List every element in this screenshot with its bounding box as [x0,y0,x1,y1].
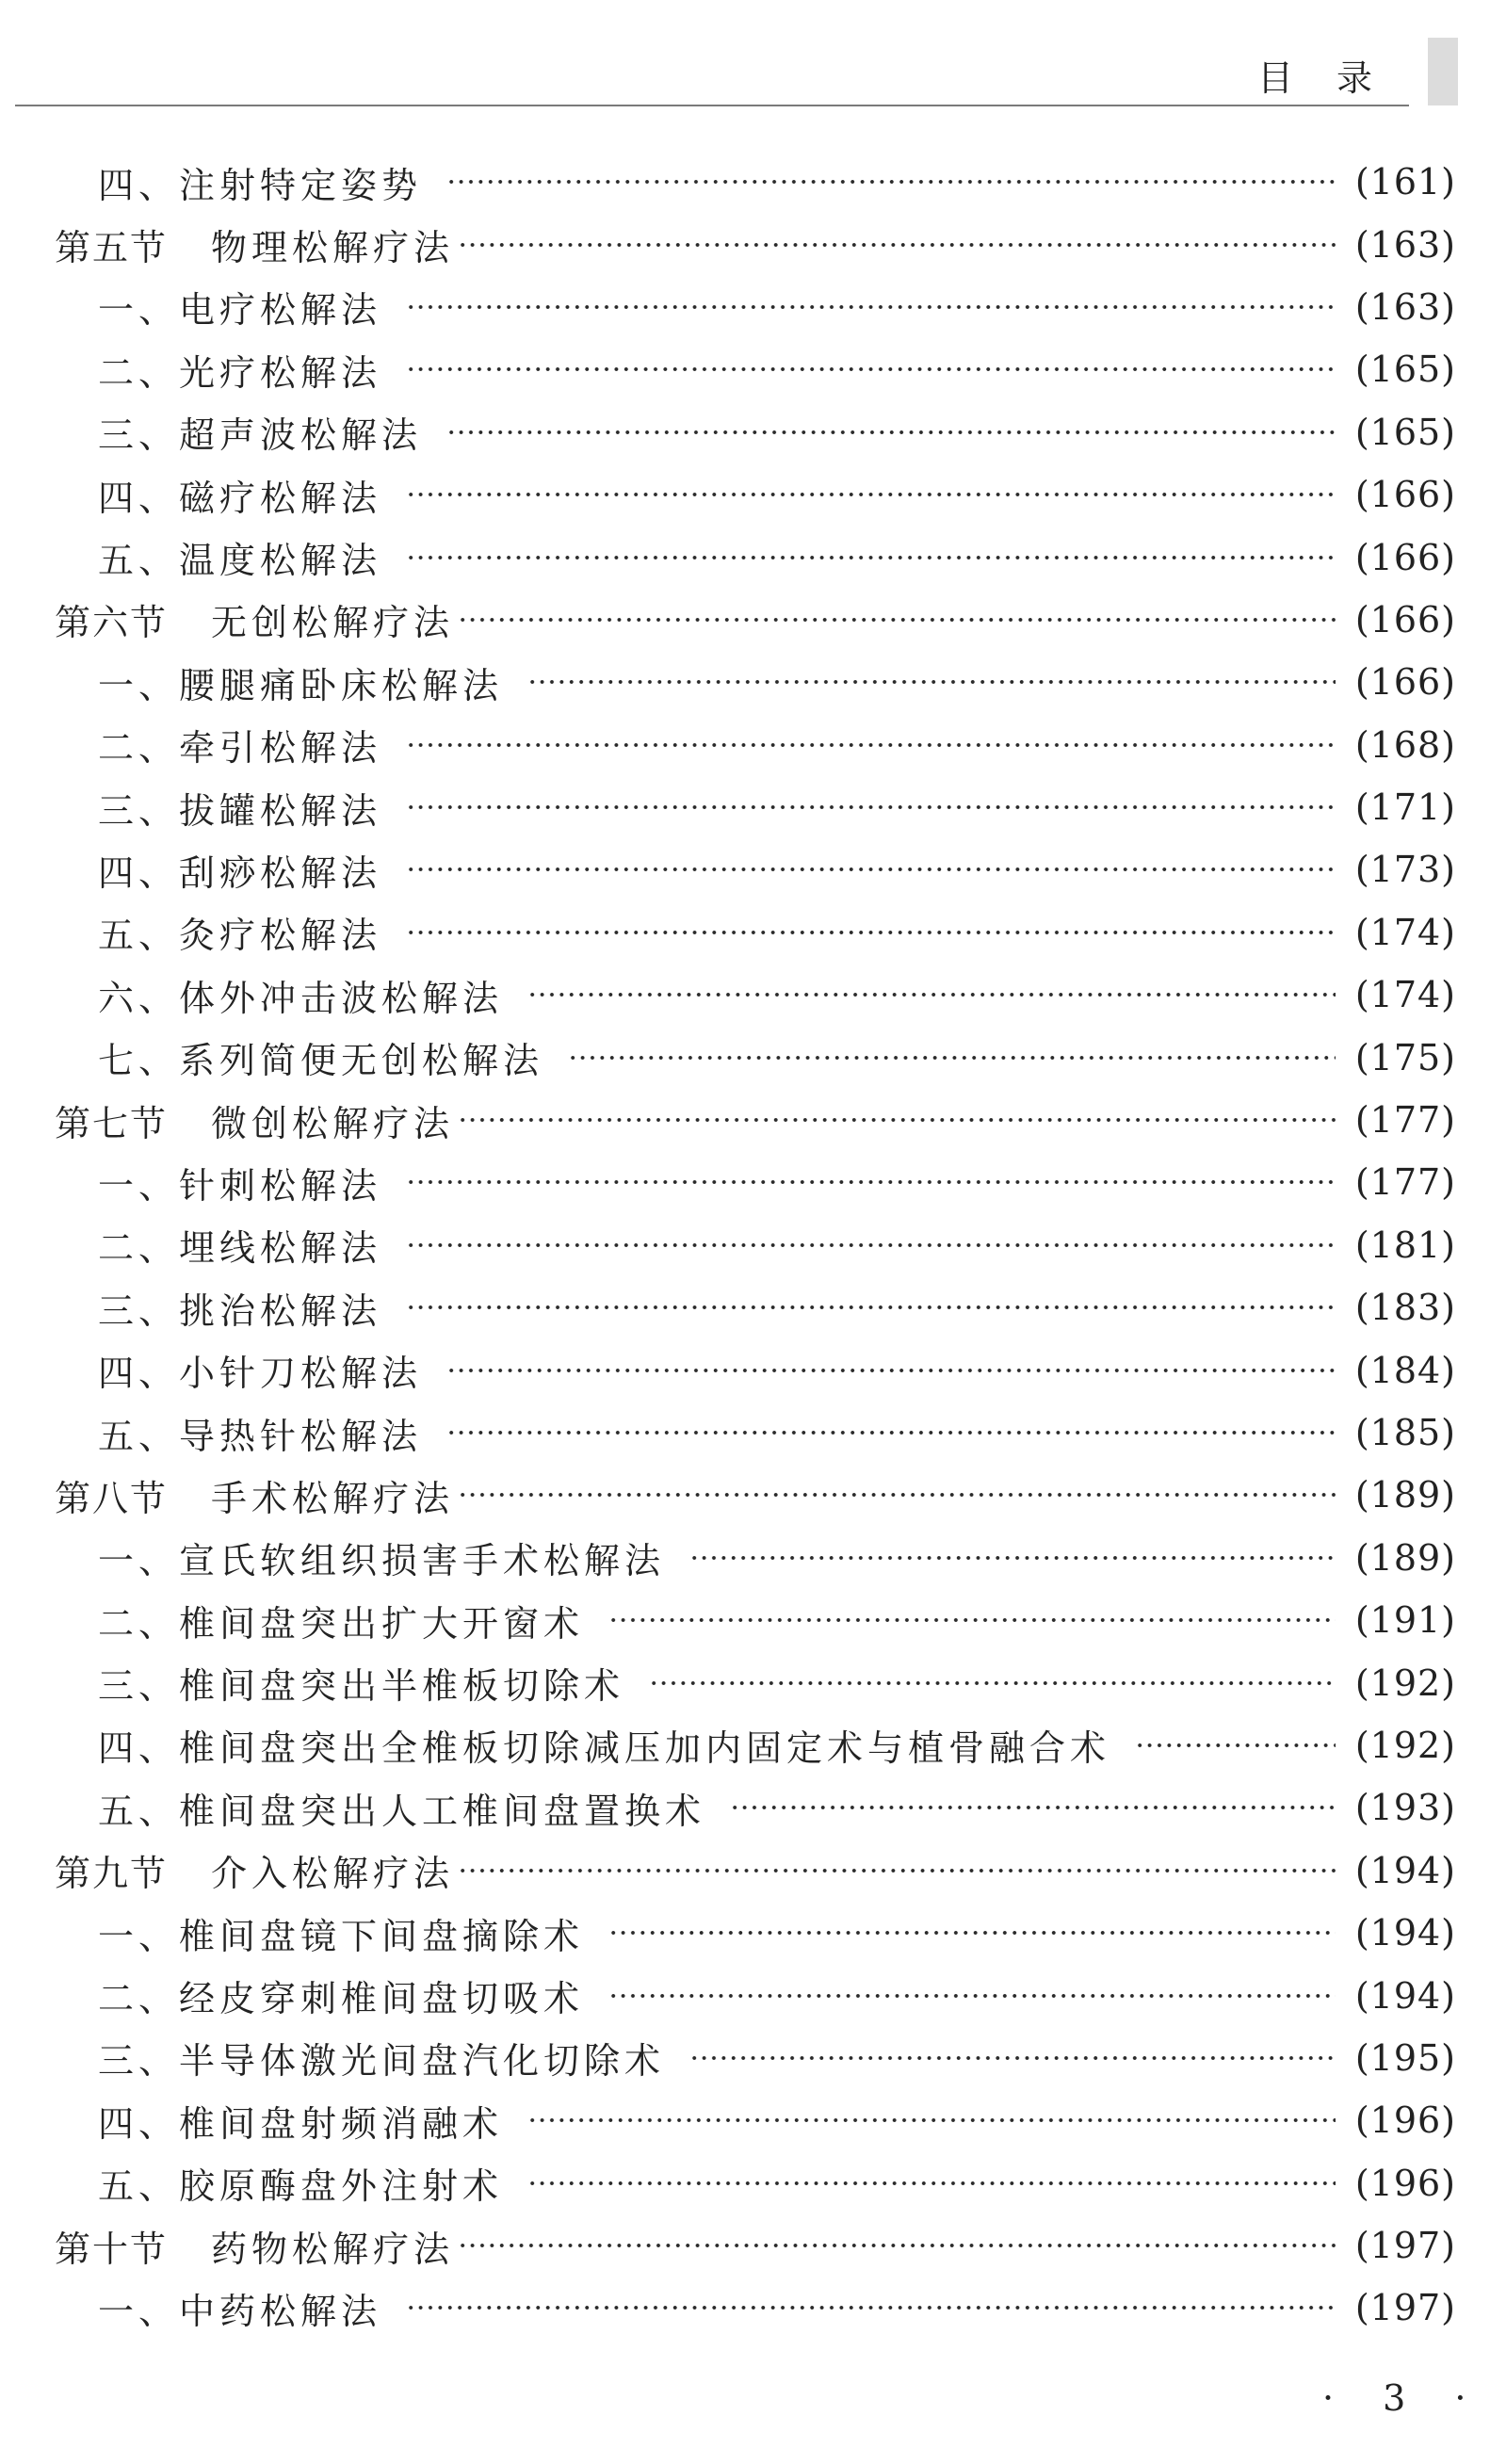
toc-entry-title: 一、电疗松解法 [98,289,382,332]
toc-entry [0,1276,1490,1338]
toc-page-number: (197) [1354,2287,1456,2329]
toc-entry-title: 三、半导体激光间盘汽化切除术 [98,2040,666,2083]
dot-leader [689,1556,1336,1560]
toc-entry [0,1714,1490,1776]
toc-page-number: (174) [1354,974,1456,1016]
dot-leader [527,2118,1336,2122]
toc-entry-title: 一、腰腿痛卧床松解法 [98,664,504,706]
toc-entry [0,1151,1490,1213]
toc-entry-title [55,1094,454,1146]
dot-leader [568,1056,1336,1060]
header-edge-tab [1428,38,1458,105]
toc-section-title: 药物松解疗法 [211,2228,455,2270]
toc-entry-title: 二、牵引松解法 [98,727,382,770]
toc-page-number: (175) [1354,1036,1456,1078]
toc-section-number: 第九节 [55,1853,169,1895]
toc-section-title: 介入松解疗法 [211,1853,455,1895]
toc-entry [0,338,1490,400]
toc-entry-title: 一、针刺松解法 [98,1164,382,1207]
toc-section-number: 第五节 [55,227,169,269]
toc-section-entry [0,1089,1490,1151]
toc-entry-title: 一、中药松解法 [98,2290,382,2332]
toc-page-number: (192) [1354,1662,1456,1704]
toc-entry [0,1964,1490,2026]
dot-leader [730,1806,1336,1809]
toc-entry [0,526,1490,588]
toc-page-number: (166) [1354,598,1456,640]
toc-entry-title: 五、灸疗松解法 [98,915,382,957]
dot-leader [458,1118,1336,1122]
toc-entry [0,2152,1490,2214]
toc-page-number: (191) [1354,1599,1456,1642]
dot-leader [406,367,1336,371]
dot-leader [527,993,1336,997]
toc-page-number: (192) [1354,1724,1456,1766]
dot-leader [446,430,1336,434]
toc-entry [0,2277,1490,2339]
dot-leader [406,805,1336,809]
toc-page-number: (177) [1354,1099,1456,1142]
toc-entry [0,1651,1490,1713]
dot-leader [608,1994,1336,1998]
toc-entry [0,1527,1490,1589]
toc-entry [0,1338,1490,1401]
toc-entry-title: 四、小针刀松解法 [98,1353,423,1395]
toc-entry [0,901,1490,964]
dot-leader [446,1369,1336,1372]
toc-page-number: (189) [1354,1536,1456,1579]
dot-leader [406,867,1336,871]
toc-entry-title [55,2220,454,2272]
toc-page-number: (173) [1354,849,1456,891]
toc-entry-title: 七、系列简便无创松解法 [98,1040,544,1082]
toc-page-number: (185) [1354,1412,1456,1453]
toc-entry-title [55,1469,454,1521]
toc-section-entry [0,213,1490,275]
toc-entry-title: 二、经皮穿刺椎间盘切吸术 [98,1978,585,2020]
toc-page-number: (194) [1354,1974,1456,2017]
toc-page-number: (181) [1354,1224,1456,1266]
dot-leader [406,743,1336,747]
dot-leader [689,2056,1336,2060]
toc-section-entry [0,1840,1490,1902]
toc-entry-title: 二、椎间盘突出扩大开窗术 [98,1602,585,1645]
toc-page-number: (171) [1354,786,1456,829]
toc-page-number: (163) [1354,223,1456,266]
toc-entry-title: 三、超声波松解法 [98,414,423,457]
toc-entry [0,776,1490,838]
toc-entry [0,401,1490,463]
toc-page-number: (165) [1354,349,1456,391]
toc-page-number: (166) [1354,661,1456,704]
dot-leader [527,680,1336,684]
toc-section-title: 物理松解疗法 [211,227,455,269]
toc-entry [0,1589,1490,1651]
dot-leader [406,556,1336,559]
toc-page-number: (166) [1354,474,1456,516]
toc-entry-title: 五、椎间盘突出人工椎间盘置换术 [98,1790,706,1832]
dot-leader [406,2306,1336,2310]
toc-page-number: (195) [1354,2036,1456,2079]
toc-section-entry [0,1464,1490,1526]
toc-page-number: (196) [1354,2099,1456,2142]
toc-section-title: 微创松解疗法 [211,1102,455,1144]
dot-leader [458,1493,1336,1497]
toc-entry [0,1776,1490,1839]
toc-entry [0,651,1490,713]
toc-entry [0,151,1490,213]
toc-section-title: 无创松解疗法 [211,602,455,644]
toc-entry-title: 一、宣氏软组织损害手术松解法 [98,1540,666,1582]
toc-entry-title: 三、椎间盘突出半椎板切除术 [98,1665,625,1708]
toc-section-entry [0,2214,1490,2277]
toc-section-number: 第八节 [55,1477,169,1519]
dot-leader [458,618,1336,622]
toc-page-number: (165) [1354,411,1456,453]
toc-page-number: (161) [1354,161,1456,203]
toc-entry-title: 四、磁疗松解法 [98,477,382,519]
toc-page-number: (163) [1354,285,1456,328]
toc-section-entry [0,589,1490,651]
toc-entry-title: 二、光疗松解法 [98,351,382,394]
toc-page-number: (184) [1354,1349,1456,1391]
toc-entry-title: 四、椎间盘突出全椎板切除减压加内固定术与植骨融合术 [98,1727,1111,1770]
toc-section-number: 第七节 [55,1102,169,1144]
dot-leader [608,1618,1336,1622]
toc-entry-title [55,219,454,270]
toc-entry [0,1214,1490,1276]
toc-entry-title [55,593,454,645]
toc-entry-title [55,1844,454,1896]
running-header-title: 目录 [1257,57,1417,99]
toc-entry-title: 五、胶原酶盘外注射术 [98,2165,504,2208]
dot-leader [458,243,1336,247]
toc-entry [0,276,1490,338]
dot-leader [458,1869,1336,1872]
table-of-contents [0,151,1490,2340]
dot-leader [608,1931,1336,1935]
dot-leader [458,2244,1336,2247]
toc-page-number: (174) [1354,911,1456,953]
toc-entry-title: 四、刮痧松解法 [98,851,382,894]
toc-page-number: (177) [1354,1161,1456,1204]
toc-page-number: (168) [1354,723,1456,766]
toc-page-number: (194) [1354,1849,1456,1891]
toc-entry [0,1026,1490,1088]
toc-page-number: (194) [1354,1912,1456,1954]
toc-entry [0,2089,1490,2151]
toc-page-number: (196) [1354,2162,1456,2204]
dot-leader [406,1180,1336,1184]
dot-leader [406,931,1336,934]
dot-leader [406,1243,1336,1247]
toc-entry-title: 四、椎间盘射频消融术 [98,2102,504,2145]
dot-leader [446,1431,1336,1435]
toc-section-number: 第六节 [55,602,169,644]
toc-page-number: (189) [1354,1474,1456,1516]
dot-leader [1135,1743,1336,1747]
page-number: · 3 · [1322,2377,1485,2419]
toc-page-number: (193) [1354,1787,1456,1829]
dot-leader [406,493,1336,496]
toc-entry [0,2027,1490,2089]
toc-section-title: 手术松解疗法 [211,1477,455,1519]
toc-entry-title: 五、导热针松解法 [98,1415,423,1457]
toc-page-number: (183) [1354,1287,1456,1329]
toc-section-number: 第十节 [55,2228,169,2270]
toc-page-number: (197) [1354,2225,1456,2267]
toc-entry-title: 四、注射特定姿势 [98,164,423,206]
dot-leader [406,305,1336,309]
header-rule [15,105,1409,106]
dot-leader [406,1305,1336,1309]
toc-entry-title: 三、挑治松解法 [98,1289,382,1332]
toc-entry-title: 五、温度松解法 [98,540,382,582]
toc-entry [0,838,1490,900]
toc-entry [0,1902,1490,1964]
toc-entry [0,714,1490,776]
toc-entry-title: 三、拔罐松解法 [98,789,382,832]
dot-leader [649,1681,1336,1685]
toc-entry [0,463,1490,526]
toc-entry-title: 一、椎间盘镜下间盘摘除术 [98,1915,585,1957]
toc-entry [0,964,1490,1026]
toc-entry-title: 六、体外冲击波松解法 [98,977,504,1019]
toc-page-number: (166) [1354,536,1456,578]
toc-entry-title: 二、埋线松解法 [98,1227,382,1270]
dot-leader [446,180,1336,184]
dot-leader [527,2181,1336,2185]
toc-entry [0,1402,1490,1464]
